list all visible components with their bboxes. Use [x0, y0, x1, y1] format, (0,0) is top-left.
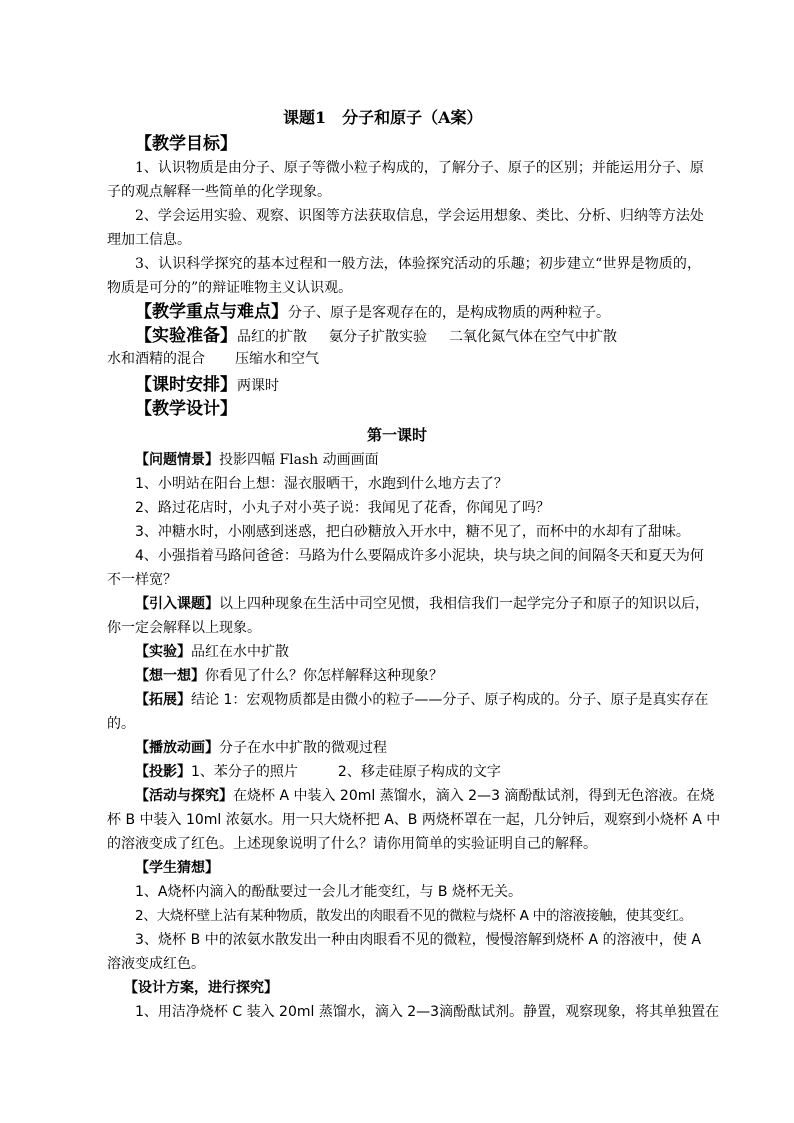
activity-text: 在烧杯 A 中装入 20ml 蒸馏水，滴入 2—3 滴酚酞试剂，得到无色溶液。在烧 [233, 788, 715, 804]
question-2: 2、路过花店时，小丸子对小英子说：我闻见了花香，你闻见了吗？ [135, 500, 550, 516]
question-3: 3、冲糖水时，小刚感到迷惑，把白砂糖放入开水中，糖不见了，而杯中的水却有了甜味。 [135, 524, 690, 540]
think-label: 【想一想】 [135, 668, 205, 684]
question-4-line-2: 不一样宽？ [107, 572, 177, 588]
prep-item-3: 二氧化氮气体在空气中扩散 [449, 329, 617, 345]
guess-heading: 【学生猜想】 [135, 860, 219, 876]
objective-1-line-2: 子的观点解释一些简单的化学现象。 [107, 184, 331, 200]
prep-item-5: 压缩水和空气 [235, 351, 319, 367]
objective-1-line-1: 1、认识物质是由分子、原子等微小粒子构成的，了解分子、原子的区别；并能运用分子、原 [135, 160, 704, 176]
animation-text: 分子在水中扩散的微观过程 [219, 740, 387, 756]
schedule-label: 【课时安排】 [135, 375, 237, 395]
intro-label: 【引入课题】 [135, 596, 219, 612]
objective-3-line-2: 物质是可分的”的辩证唯物主义认识观。 [107, 280, 353, 296]
key-points-label: 【教学重点与难点】 [135, 302, 288, 322]
activity-cont-1: 杯 B 中装入 10ml 浓氨水。用一只大烧杯把 A、B 两烧杯罩在一起，几分钟后，观察到小烧杯 A 中 [107, 812, 721, 828]
projection-item-2: 2、移走硅原子构成的文字 [337, 764, 501, 780]
design-heading: 【教学设计】 [135, 399, 237, 419]
think-text: 你看见了什么？你怎样解释这种现象？ [205, 668, 443, 684]
intro-text: 以上四种现象在生活中司空见惯，我相信我们一起学完分子和原子的知识以后， [219, 596, 709, 612]
guess-3-line-1: 3、烧杯 B 中的浓氨水散发出一种由肉眼看不见的微粒，慢慢溶解到烧杯 A 的溶液中，使 A [135, 932, 701, 948]
objective-2-line-1: 2、学会运用实验、观察、识图等方法获取信息，学会运用想象、类比、分析、归纳等方法处 [135, 208, 704, 224]
think-row [135, 667, 443, 685]
animation-row [135, 739, 387, 757]
activity-cont-2: 的溶液变成了红色。上述现象说明了什么？请你用简单的实验证明自己的解释。 [107, 836, 597, 852]
plan-step-1: 1、用洁净烧杯 C 装入 20ml 蒸馏水，滴入 2—3滴酚酞试剂。静置，观察现象，将其单独置在 [135, 1004, 720, 1020]
experiment-text: 品红在水中扩散 [191, 644, 289, 660]
objectives-heading: 【教学目标】 [135, 134, 237, 154]
extend-text: 结论 1：宏观物质都是由微小的粒子——分子、原子构成的。分子、原子是真实存在 [191, 692, 709, 708]
extend-row [135, 691, 709, 709]
experiment-label: 【实验】 [135, 644, 191, 660]
scenario-row [135, 451, 379, 469]
scenario-text: 投影四幅 Flash 动画画面 [219, 452, 379, 468]
question-4-line-1: 4、小强指着马路问爸爸：马路为什么要隔成许多小泥块，块与块之间的间隔冬天和夏天为何 [135, 548, 704, 564]
page-title: 课题1 分子和原子（A案） [283, 108, 483, 127]
guess-2: 2、大烧杯壁上沾有某种物质，散发出的肉眼看不见的微粒与烧杯 A 中的溶液接触，使其变红。 [135, 908, 693, 924]
extend-cont: 的。 [107, 716, 135, 732]
prep-label: 【实验准备】 [135, 326, 237, 346]
lesson-1-title: 第一课时 [367, 426, 428, 444]
key-points-text: 分子、原子是客观存在的，是构成物质的两种粒子。 [288, 305, 610, 321]
projection-label: 【投影】 [135, 764, 191, 780]
prep-row-2 [107, 350, 319, 368]
activity-label: 【活动与探究】 [135, 788, 233, 804]
guess-3-line-2: 溶液变成红色。 [107, 956, 205, 972]
prep-item-1: 品红的扩散 [237, 329, 307, 345]
schedule-row [135, 374, 279, 396]
intro-row [135, 595, 709, 613]
scenario-label: 【问题情景】 [135, 452, 219, 468]
key-points-row [135, 301, 610, 323]
projection-row [135, 763, 501, 781]
projection-item-1: 1、苯分子的照片 [191, 764, 298, 780]
objective-2-line-2: 理加工信息。 [107, 232, 191, 248]
experiment-row [135, 643, 289, 661]
prep-item-2: 氨分子扩散实验 [329, 329, 427, 345]
objective-3-line-1: 3、认识科学探究的基本过程和一般方法，体验探究活动的乐趣；初步建立“世界是物质的， [135, 256, 701, 272]
animation-label: 【播放动画】 [135, 740, 219, 756]
guess-1: 1、A烧杯内滴入的酚酞要过一会儿才能变红，与 B 烧杯无关。 [135, 884, 522, 900]
plan-heading: 【设计方案，进行探究】 [124, 980, 278, 996]
schedule-text: 两课时 [237, 378, 279, 394]
activity-row [135, 787, 715, 805]
intro-cont: 你一定会解释以上现象。 [107, 620, 261, 636]
question-1: 1、小明站在阳台上想：湿衣服晒干，水跑到什么地方去了？ [135, 476, 508, 492]
extend-label: 【拓展】 [135, 692, 191, 708]
prep-row [135, 325, 617, 347]
prep-item-4: 水和酒精的混合 [107, 351, 205, 367]
